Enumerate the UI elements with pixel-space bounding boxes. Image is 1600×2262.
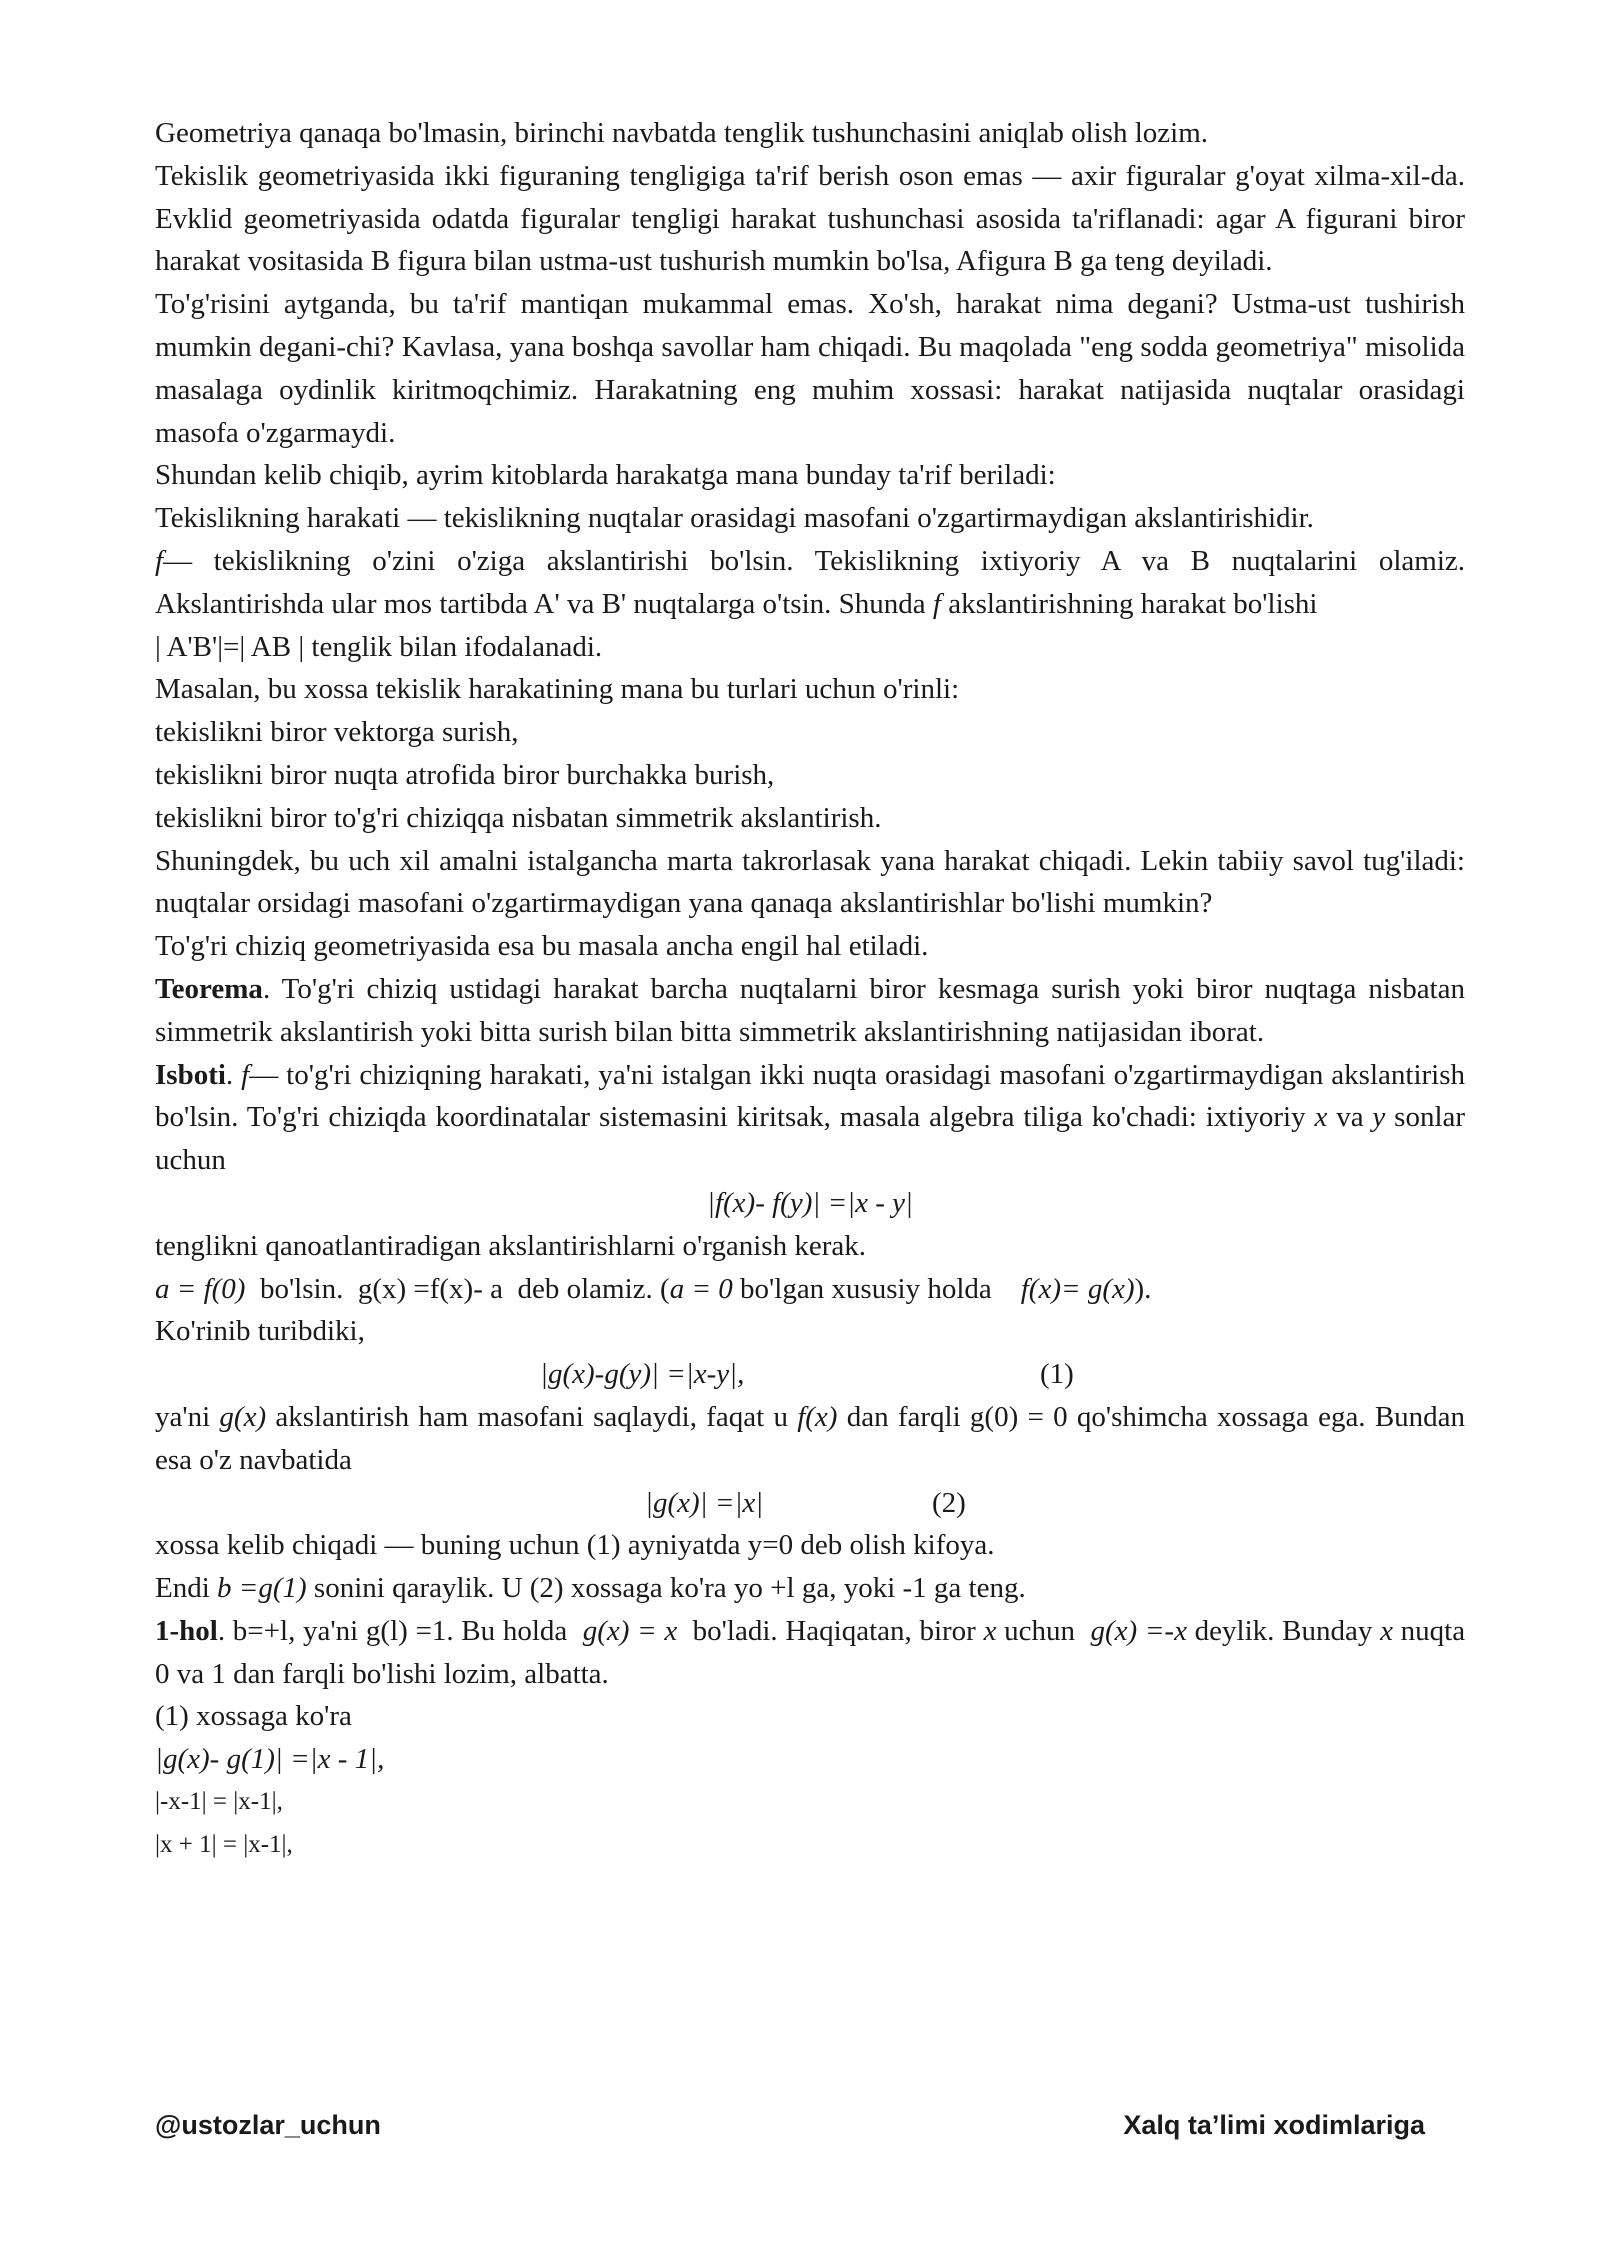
f-definition-paragraph bbox=[155, 540, 1465, 668]
text-span: bo'lgan xususiy holda bbox=[740, 1272, 992, 1305]
formula: |g(x)| =|x| bbox=[645, 1486, 764, 1519]
text-span: ). bbox=[1134, 1272, 1152, 1305]
formula: | A'B'|=| AB | bbox=[155, 630, 305, 663]
text-span: — to'g'ri chiziqning harakati, ya'ni istalgan ikki nuqta orasidagi masofani o'zgartirmaydigan akslantirish bo'lsin. To'g'ri chiziqda koordinatalar sistemasini kiritsak, masala algebra tiliga ko'chadi: ixtiyoriy bbox=[155, 1058, 1465, 1134]
theorem-label: Teorema bbox=[155, 972, 263, 1005]
case-1-paragraph bbox=[155, 1610, 1465, 1696]
text-span: deb olamiz. ( bbox=[517, 1272, 670, 1305]
theorem-text: . To'g'ri chiziq ustidagi harakat barcha nuqtalarni biror kesmaga surish yoki biror nuqtaga nisbatan simmetrik akslantirish yoki bitta surish bilan bitta simmetrik akslantirishning natijasidan iborat. bbox=[155, 972, 1465, 1048]
formula: g(x) =-x bbox=[1090, 1614, 1187, 1647]
formula: a = f(0) bbox=[155, 1272, 246, 1305]
text-span: uchun bbox=[1004, 1614, 1076, 1647]
paragraph: tenglikni qanoatlantiradigan akslantirishlarni o'rganish kerak. bbox=[155, 1229, 866, 1262]
text-span: — tekislikning o'zini o'ziga akslantirishi bo'lsin. Tekislikning ixtiyoriy A va B nuqtalarini olamiz. Akslantirishda ular mos tartibda A' va B' nuqtalarga o'tsin. Shunda bbox=[155, 544, 1465, 620]
paragraph: To'g'risini aytganda, bu ta'rif mantiqan mukammal emas. Xo'sh, harakat nima degani? Ustma-ust tushirish mumkin degani-chi? Kavlasa, yana boshqa savollar ham chiqadi. Bu maqolada "eng sodda geometriya" misolida masalaga oydinlik kiritmoqchimiz. Harakatning eng muhim xossasi: harakat natijasida nuqtalar orasidagi masofa o'zgarmaydi. bbox=[155, 288, 1465, 449]
equation-1 bbox=[155, 1353, 1465, 1396]
formula: g(x) bbox=[219, 1400, 267, 1433]
text-span: . Bu holda bbox=[446, 1614, 568, 1647]
formula-line: |x + 1| = |x-1|, bbox=[155, 1830, 293, 1858]
list-item: tekislikni biror to'g'ri chiziqqa nisbatan simmetrik akslantirish. bbox=[155, 801, 882, 834]
paragraph bbox=[155, 1396, 1465, 1482]
formula-line: |g(x)- g(1)| =|x - 1|, bbox=[155, 1743, 385, 1776]
formula: g(x) =f(x)- a bbox=[357, 1272, 503, 1305]
case-label: 1-hol bbox=[155, 1614, 218, 1647]
text-span: Endi bbox=[155, 1572, 210, 1605]
formula: a = 0 bbox=[669, 1272, 733, 1305]
math-symbol: y bbox=[1372, 1101, 1386, 1134]
formula: f(x) bbox=[797, 1400, 838, 1433]
formula: |g(x)-g(y)| =|x-y|, bbox=[540, 1358, 745, 1391]
text-span: . bbox=[225, 1058, 234, 1091]
page-footer bbox=[155, 2110, 1425, 2141]
list-item: tekislikni biror nuqta atrofida biror burchakka burish, bbox=[155, 758, 775, 791]
paragraph: Shundan kelib chiqib, ayrim kitoblarda harakatga mana bunday ta'rif beriladi: bbox=[155, 459, 1056, 492]
formula: b =g(1) bbox=[217, 1572, 307, 1605]
math-symbol: x bbox=[983, 1614, 997, 1647]
text-span: nuqta 0 va 1 dan farqli bo'lishi lozim, albatta. bbox=[155, 1614, 1466, 1690]
formula: g(x) = x bbox=[582, 1614, 678, 1647]
footer-left: @ustozlar_uchun bbox=[155, 2110, 381, 2140]
text-span: tenglik bilan ifodalanadi. bbox=[311, 630, 603, 663]
equation-number: (2) bbox=[932, 1486, 966, 1519]
paragraph: (1) xossaga ko'ra bbox=[155, 1700, 352, 1733]
proof-paragraph bbox=[155, 1054, 1465, 1182]
formula: f(x)= g(x) bbox=[1020, 1272, 1135, 1305]
formula-line: |-x-1| = |x-1|, bbox=[155, 1788, 283, 1816]
list-item: tekislikni biror vektorga surish, bbox=[155, 716, 519, 749]
math-symbol: x bbox=[1314, 1101, 1328, 1134]
paragraph: Shuningdek, bu uch xil amalni istalgancha marta takrorlasak yana harakat chiqadi. Lekin tabiiy savol tug'iladi: nuqtalar orsidagi masofani o'zgartirmaydigan yana qanaqa akslantirishlar bo'lishi mumkin? bbox=[155, 844, 1465, 920]
text-span: akslantirishning harakat bo'lishi bbox=[948, 587, 1318, 620]
paragraph: Masalan, bu xossa tekislik harakatining mana bu turlari uchun o'rinli: bbox=[155, 673, 960, 706]
text-span: dan farqli g(0) = 0 qo'shimcha xossaga ega. Bundan esa o'z navbatida bbox=[155, 1400, 1466, 1476]
math-symbol: x bbox=[1380, 1614, 1393, 1647]
document-body bbox=[155, 112, 1465, 1867]
text-span: Ko'rinib turibdiki, bbox=[155, 1315, 365, 1348]
definition-paragraph: Tekislikning harakati — tekislikning nuqtalar orasidagi masofani o'zgartirmaydigan akslantirishidir. bbox=[155, 502, 1314, 535]
paragraph: Geometriya qanaqa bo'lmasin, birinchi navbatda tenglik tushunchasini aniqlab olish lozim. bbox=[155, 117, 1209, 149]
text-span: bo'ladi. Haqiqatan, biror bbox=[692, 1614, 976, 1647]
text-span: . b=+l, ya'ni bbox=[217, 1614, 359, 1647]
math-symbol: f bbox=[932, 587, 941, 620]
paragraph: Tekislik geometriyasida ikki figuraning tengligiga ta'rif berish oson emas — axir figuralar g'oyat xilma-xil-da. Evklid geometriyasida odatda figuralar tengligi harakat tushunchasi asosida ta'riflanadi: agar A figurani biror harakat vositasida B figura bilan ustma-ust tushurish mumkin bo'lsa, Afigura B ga teng deyiladi. bbox=[155, 159, 1465, 278]
equation-2 bbox=[155, 1482, 1465, 1525]
proof-label: Isboti bbox=[155, 1058, 226, 1091]
math-symbol: f bbox=[241, 1058, 250, 1091]
text-span: ya'ni bbox=[155, 1400, 211, 1433]
theorem-paragraph bbox=[155, 968, 1465, 1054]
text-span: deylik. Bunday bbox=[1194, 1614, 1373, 1647]
definition-a-line bbox=[155, 1268, 1465, 1354]
formula: g(l) =1 bbox=[365, 1614, 447, 1647]
text-span: bo'lsin. bbox=[259, 1272, 344, 1305]
text-span: akslantirish ham masofani saqlaydi, faqat u bbox=[275, 1400, 788, 1433]
text-span: sonlar uchun bbox=[155, 1101, 1466, 1177]
paragraph: To'g'ri chiziq geometriyasida esa bu masala ancha engil hal etiladi. bbox=[155, 930, 929, 963]
main-equation: |f(x)- f(y)| =|x - y| bbox=[706, 1186, 913, 1219]
footer-right: Xalq ta’limi xodimlariga bbox=[1123, 2110, 1425, 2140]
paragraph bbox=[155, 1567, 1465, 1610]
equation-number: (1) bbox=[1040, 1358, 1074, 1391]
text-span: sonini qaraylik. U (2) xossaga ko'ra yo +l ga, yoki -1 ga teng. bbox=[313, 1572, 1026, 1605]
paragraph: xossa kelib chiqadi — buning uchun (1) ayniyatda y=0 deb olish kifoya. bbox=[155, 1529, 995, 1562]
math-symbol: f bbox=[155, 544, 164, 577]
text-span: va bbox=[1336, 1101, 1364, 1134]
